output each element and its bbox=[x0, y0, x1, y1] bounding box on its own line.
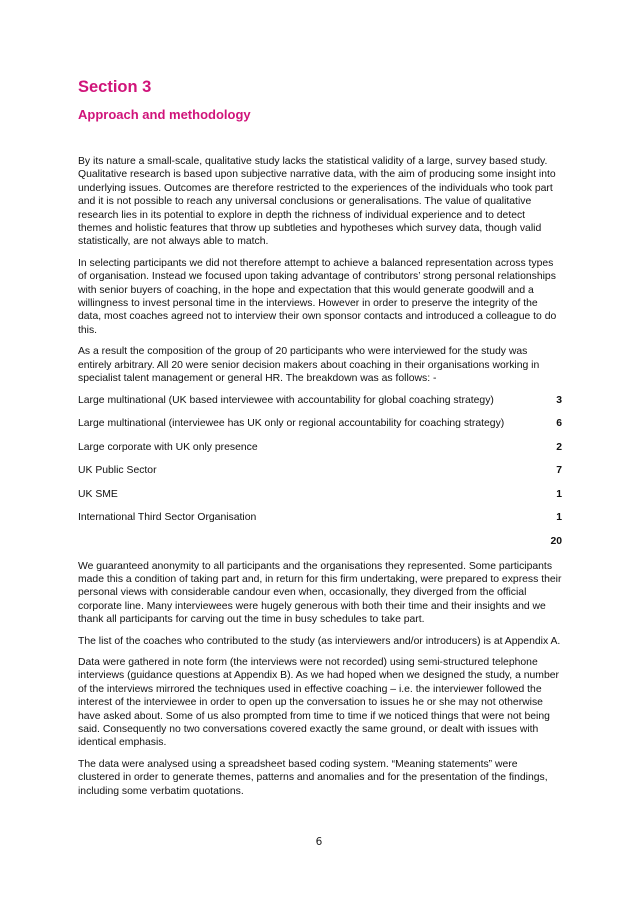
paragraph: Data were gathered in note form (the interviews were not recorded) using semi-structured telephone interviews (guidance questions at Appendix B). As we had hoped when we designed the study, a number of the interviews mirrored the techniques used in effective coaching – i.e. the interviewer followed the interest of the interviewee in order to open up the conversation to issues he or she may not otherwise have asked about. Some of us also prompted from time to time if we noticed things that were not being said. Consequently no two conversations covered exactly the same ground, or dealt with issues with identical emphasis. bbox=[78, 656, 559, 749]
paragraph: The data were analysed using a spreadsheet based coding system. “Meaning statements” were clustered in order to generate themes, patterns and anomalies and for the presentation of the findings, including some verbatim quotations. bbox=[78, 758, 548, 797]
section-title: Section 3 bbox=[78, 78, 152, 96]
paragraph: The list of the coaches who contributed to the study (as interviewers and/or introducers) is at Appendix A. bbox=[78, 635, 561, 647]
breakdown-row bbox=[78, 464, 562, 488]
section-subtitle: Approach and methodology bbox=[78, 107, 251, 122]
body-text bbox=[78, 155, 562, 806]
breakdown-label: Large multinational (interviewee has UK only or regional accountability for coaching strategy) bbox=[78, 418, 505, 429]
breakdown-label: International Third Sector Organisation bbox=[78, 512, 257, 523]
breakdown-count: 1 bbox=[556, 488, 562, 500]
breakdown-count: 6 bbox=[556, 418, 562, 429]
breakdown-label: UK SME bbox=[78, 488, 118, 500]
breakdown-count: 2 bbox=[556, 441, 562, 453]
page-number: 6 bbox=[315, 836, 323, 848]
breakdown-row bbox=[78, 488, 562, 512]
paragraph: By its nature a small-scale, qualitative study lacks the statistical validity of a large, survey based study. Qualitative research is based upon subjective narrative data, with the aim of producing some insight into underlying issues. Outcomes are therefore restricted to the experiences of the individuals who took part and it is not possible to reach any universal conclusions or generalisations. The value of qualitative research lies in its potential to explore in depth the richness of individual experience and to detect themes and holistic features that throw up subtleties and hypotheses which survey data, though valid statistically, are not always able to match. bbox=[78, 156, 556, 248]
breakdown-total: 20 bbox=[550, 535, 562, 547]
breakdown-row bbox=[78, 417, 562, 441]
breakdown-row bbox=[78, 441, 562, 465]
paragraph: As a result the composition of the group of 20 participants who were interviewed for the study was entirely arbitrary. All 20 were senior decision makers about coaching in their organisations working in specialist talent management or general HR. The breakdown was as follows: - bbox=[78, 346, 540, 385]
breakdown-count: 3 bbox=[556, 394, 562, 406]
breakdown-total-row bbox=[78, 535, 562, 555]
paragraph: In selecting participants we did not therefore attempt to achieve a balanced representation across types of organisation. Instead we focused upon taking advantage of contributors’ strong personal relationships with senior buyers of coaching, in the hope and expectation that this would generate goodwill and a willingness to invest personal time in the interviews. However in order to preserve the integrity of the data, most coaches agreed not to interview their own sponsor contacts and introduced a colleague to do this. bbox=[78, 257, 557, 336]
breakdown-row bbox=[78, 511, 562, 535]
breakdown-count: 7 bbox=[556, 465, 562, 476]
paragraph: We guaranteed anonymity to all participants and the organisations they represented. Some participants made this a condition of taking part and, in return for this firm undertaking, were prepared to express their personal views with considerable candour even when, occasionally, they diverged from the official corporate line. Many interviewees were hugely generous with both their time and their insights and we thank all participants for carving out the time in busy schedules to take part. bbox=[78, 560, 562, 626]
participant-breakdown-list bbox=[78, 394, 562, 555]
breakdown-label: Large corporate with UK only presence bbox=[78, 441, 258, 453]
breakdown-count: 1 bbox=[556, 512, 562, 523]
breakdown-label: UK Public Sector bbox=[78, 465, 157, 476]
breakdown-label: Large multinational (UK based interviewee with accountability for global coaching strategy) bbox=[78, 394, 494, 406]
breakdown-row bbox=[78, 394, 562, 418]
